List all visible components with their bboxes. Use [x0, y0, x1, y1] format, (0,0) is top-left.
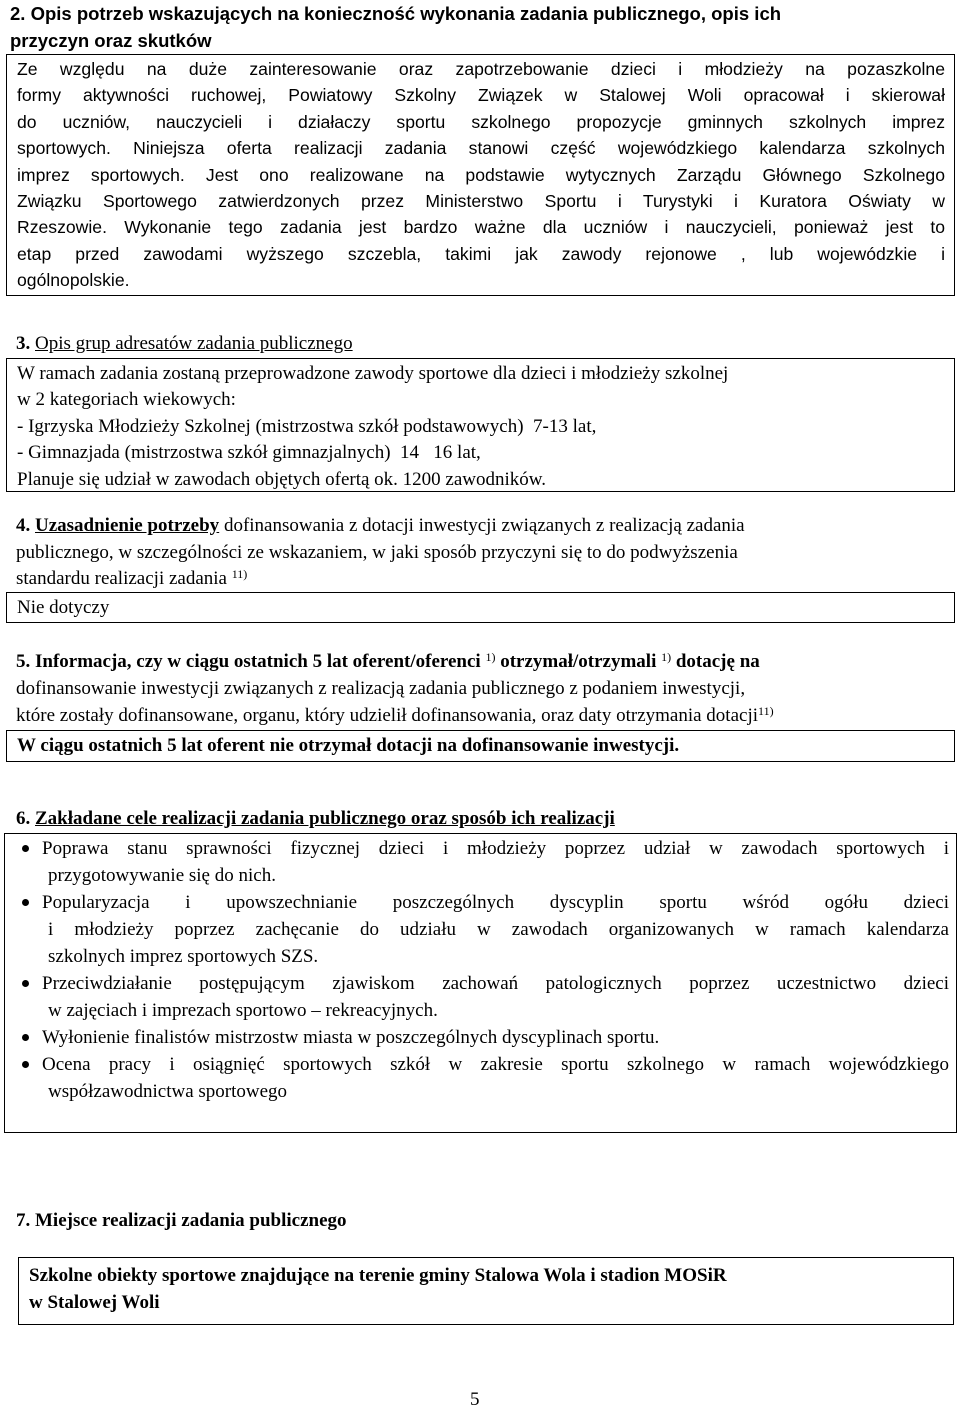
section-3-text-line: w 2 kategoriach wiekowych:: [17, 389, 236, 411]
section-7-line1: Szkolne obiekty sportowe znajdujące na terenie gminy Stalowa Wola i stadion MOSiR: [29, 1265, 727, 1286]
goal-item-line: Poprawa stanu sprawności fizycznej dzieci i młodzieży poprzez udział w zawodach sportowych i: [42, 838, 949, 859]
footnote-ref-11: 11): [231, 567, 248, 581]
section-5-line3-text: które zostały dofinansowane, organu, który udzielił dofinansowania, oraz daty otrzymania dotacji: [16, 705, 759, 726]
section-3-text-line: W ramach zadania zostaną przeprowadzone zawody sportowe dla dzieci i młodzieży szkolnej: [17, 363, 729, 384]
section-3-text-line: - Gimnazjada (mistrzostwa szkół gimnazjalnych) 14 16 lat,: [17, 442, 481, 464]
section-4-title: Uzasadnienie potrzeby: [35, 515, 220, 536]
section-3-title: Opis grup adresatów zadania publicznego: [35, 333, 353, 354]
section-5-title-b: otrzymał/otrzymali: [495, 651, 662, 672]
section-5-line2: dofinansowanie inwestycji związanych z realizacją zadania publicznego z podaniem inwestycji,: [16, 678, 746, 699]
section-5-answer: W ciągu ostatnich 5 lat oferent nie otrzymał dotacji na dofinansowanie inwestycji.: [17, 735, 680, 756]
bullet-icon: [22, 1061, 29, 1068]
section-2-text-line: sportowych. Niniejsza oferta realizacji zadania stanowi część wojewódzkiego kalendarza szkolnych: [17, 138, 945, 159]
goal-item-line: i młodzieży poprzez zachęcanie do udziału w zawodach organizowanych w ramach kalendarza: [48, 919, 949, 940]
goal-item-line: Popularyzacja i upowszechnianie poszczególnych dyscyplin sportu wśród ogółu dzieci: [42, 892, 949, 913]
section-2-text-line: do uczniów, nauczycieli i działaczy sportu szkolnego propozycje gminnych szkolnych imprez: [17, 111, 945, 132]
goal-item-line: Przeciwdziałanie postępującym zjawiskom zachowań patologicznych poprzez uczestnictwo dzieci: [42, 973, 949, 994]
section-4-number: 4.: [16, 515, 31, 536]
goal-item-line: szkolnych imprez sportowych SZS.: [48, 946, 319, 967]
footnote-ref-11b: 11): [758, 704, 774, 718]
goal-item-line: Ocena pracy i osiągnięć sportowych szkół w zakresie sportu szkolnego w ramach wojewódzkiego: [42, 1054, 949, 1075]
section-4-line1-rest: dofinansowania z dotacji inwestycji związanych z realizacją zadania: [219, 515, 745, 536]
footnote-ref-1a: 1): [485, 650, 496, 664]
section-2-text-line: Rzeszowie. Wykonanie tego zadania jest bardzo ważne dla uczniów i nauczycieli, ponieważ jest to: [17, 217, 945, 238]
section-2-text-line: Związku Sportowego zatwierdzonych przez Ministerstwo Sportu i Turystyki i Kuratora Oświaty w: [17, 191, 945, 211]
section-7-line2: w Stalowej Woli: [29, 1292, 160, 1313]
section-4-answer-box: [6, 592, 955, 623]
section-4-line3-text: standardu realizacji zadania: [16, 568, 232, 589]
section-6-number: 6.: [16, 808, 31, 829]
section-3-number: 3.: [16, 333, 31, 354]
section-7-title: 7. Miejsce realizacji zadania publicznego: [16, 1210, 347, 1231]
section-5-title-c: dotację na: [671, 651, 760, 672]
section-2-title-line2: przyczyn oraz skutków: [10, 30, 212, 51]
section-2-text-line: formy aktywności ruchowej, Powiatowy Szkolny Związek w Stalowej Woli opracował i skierował: [17, 85, 945, 106]
section-2-text-line: Ze względu na duże zainteresowanie oraz zapotrzebowanie dzieci i młodzieży na pozaszkolne: [17, 59, 945, 79]
section-2-box: [6, 54, 955, 296]
section-6-box: [4, 833, 957, 1133]
section-4-line3: [16, 565, 247, 592]
section-6-heading: [16, 805, 615, 832]
bullet-icon: [22, 980, 29, 987]
goal-item-line: Wyłonienie finalistów mistrzostw miasta w poszczególnych dyscyplinach sportu.: [42, 1027, 660, 1048]
section-4-answer: Nie dotyczy: [17, 597, 110, 618]
section-3-text-line: - Igrzyska Młodzieży Szkolnej (mistrzostwa szkół podstawowych) 7-13 lat,: [17, 415, 597, 437]
bullet-icon: [22, 899, 29, 906]
section-5-answer-box: [6, 730, 955, 762]
section-7-box: [18, 1257, 954, 1325]
section-5-line3: [16, 702, 774, 729]
footnote-ref-1b: 1): [661, 650, 672, 664]
bullet-icon: [22, 1034, 29, 1041]
section-6-title: Zakładane cele realizacji zadania publicznego oraz sposób ich realizacji: [35, 808, 615, 829]
section-3-text-line: Planuje się udział w zawodach objętych ofertą ok. 1200 zawodników.: [17, 468, 547, 490]
goal-item-line: w zajęciach i imprezach sportowo – rekreacyjnych.: [48, 1000, 438, 1021]
section-2-text-line: imprez sportowych. Jest ono realizowane na podstawie wytycznych Zarządu Głównego Szkolnego: [17, 164, 945, 185]
section-3-box: [6, 358, 955, 492]
section-4-line2: publicznego, w szczególności ze wskazaniem, w jaki sposób przyczyni się to do podwyższenia: [16, 542, 738, 563]
section-5-title-a: 5. Informacja, czy w ciągu ostatnich 5 lat oferent/oferenci: [16, 651, 486, 672]
section-3-heading: [16, 330, 353, 357]
section-2-text-line: etap przed zawodami wyższego szczebla, takimi jak zawody rejonowe , lub wojewódzkie i: [17, 243, 945, 264]
page-number: 5: [470, 1389, 480, 1410]
goal-item-line: przygotowywanie się do nich.: [48, 865, 276, 886]
section-4-line1: [16, 512, 745, 539]
section-2-title-line1: 2. Opis potrzeb wskazujących na konieczność wykonania zadania publicznego, opis ich: [10, 3, 782, 24]
goal-item-line: współzawodnictwa sportowego: [48, 1081, 288, 1102]
section-2-text-line: ogólnopolskie.: [17, 270, 130, 291]
bullet-icon: [22, 845, 29, 852]
section-5-title: [16, 648, 760, 675]
